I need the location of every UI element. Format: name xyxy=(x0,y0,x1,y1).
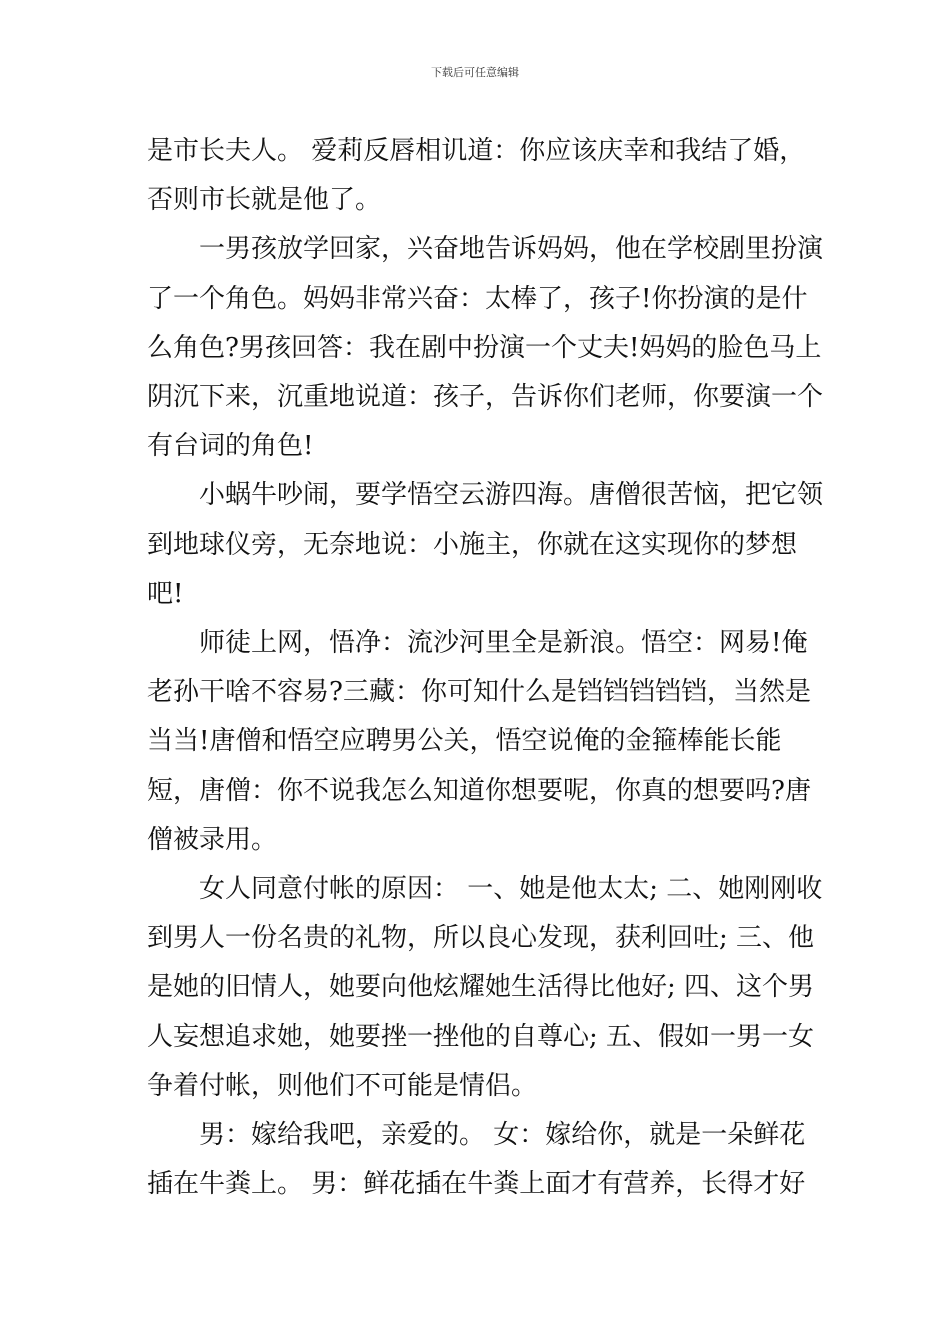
paragraph-marry-me: 男：嫁给我吧，亲爱的。 女：嫁给你，就是一朵鲜花插在牛粪上。 男：鲜花插在牛粪上面才有营养，长得才好 xyxy=(147,1120,806,1200)
paragraph-snail-globe: 小蜗牛吵闹，要学悟空云游四海。唐僧很苦恼，把它领到地球仪旁，无奈地说：小施主，你就在这实现你的梦想吧! xyxy=(147,480,824,609)
paragraph-continued: 是市长夫人。 爱莉反唇相讥道：你应该庆幸和我结了婚，否则市长就是他了。 xyxy=(147,136,806,216)
paragraph-woman-pays-bill: 女人同意付帐的原因： 一、她是他太太; 二、她刚刚收到男人一份名贵的礼物，所以良心发现，获利回吐; 三、他是她的旧情人，她要向他炫耀她生活得比他好; 四、这个男人妄想追求她，她要挫一挫他的自尊心; 五、假如一男一女争着付帐，则他们不可能是情侣。 xyxy=(147,874,823,1101)
paragraph-master-disciples-online: 师徒上网，悟净：流沙河里全是新浪。悟空：网易!俺老孙干啥不容易?三藏：你可知什么是铛铛铛铛铛，当然是当当!唐僧和悟空应聘男公关，悟空说俺的金箍棒能长能短，唐僧：你不说我怎么知道你想要呢，你真的想要吗?唐僧被录用。 xyxy=(147,628,811,855)
page-header: 下载后可任意编辑 xyxy=(431,66,519,79)
paragraph-boy-play-role: 一男孩放学回家，兴奋地告诉妈妈，他在学校剧里扮演了一个角色。妈妈非常兴奋：太棒了，孩子!你扮演的是什么角色?男孩回答：我在剧中扮演一个丈夫!妈妈的脸色马上阴沉下来，沉重地说道：孩子，告诉你们老师，你要演一个有台词的角色! xyxy=(147,234,824,462)
document-body xyxy=(147,127,827,1209)
